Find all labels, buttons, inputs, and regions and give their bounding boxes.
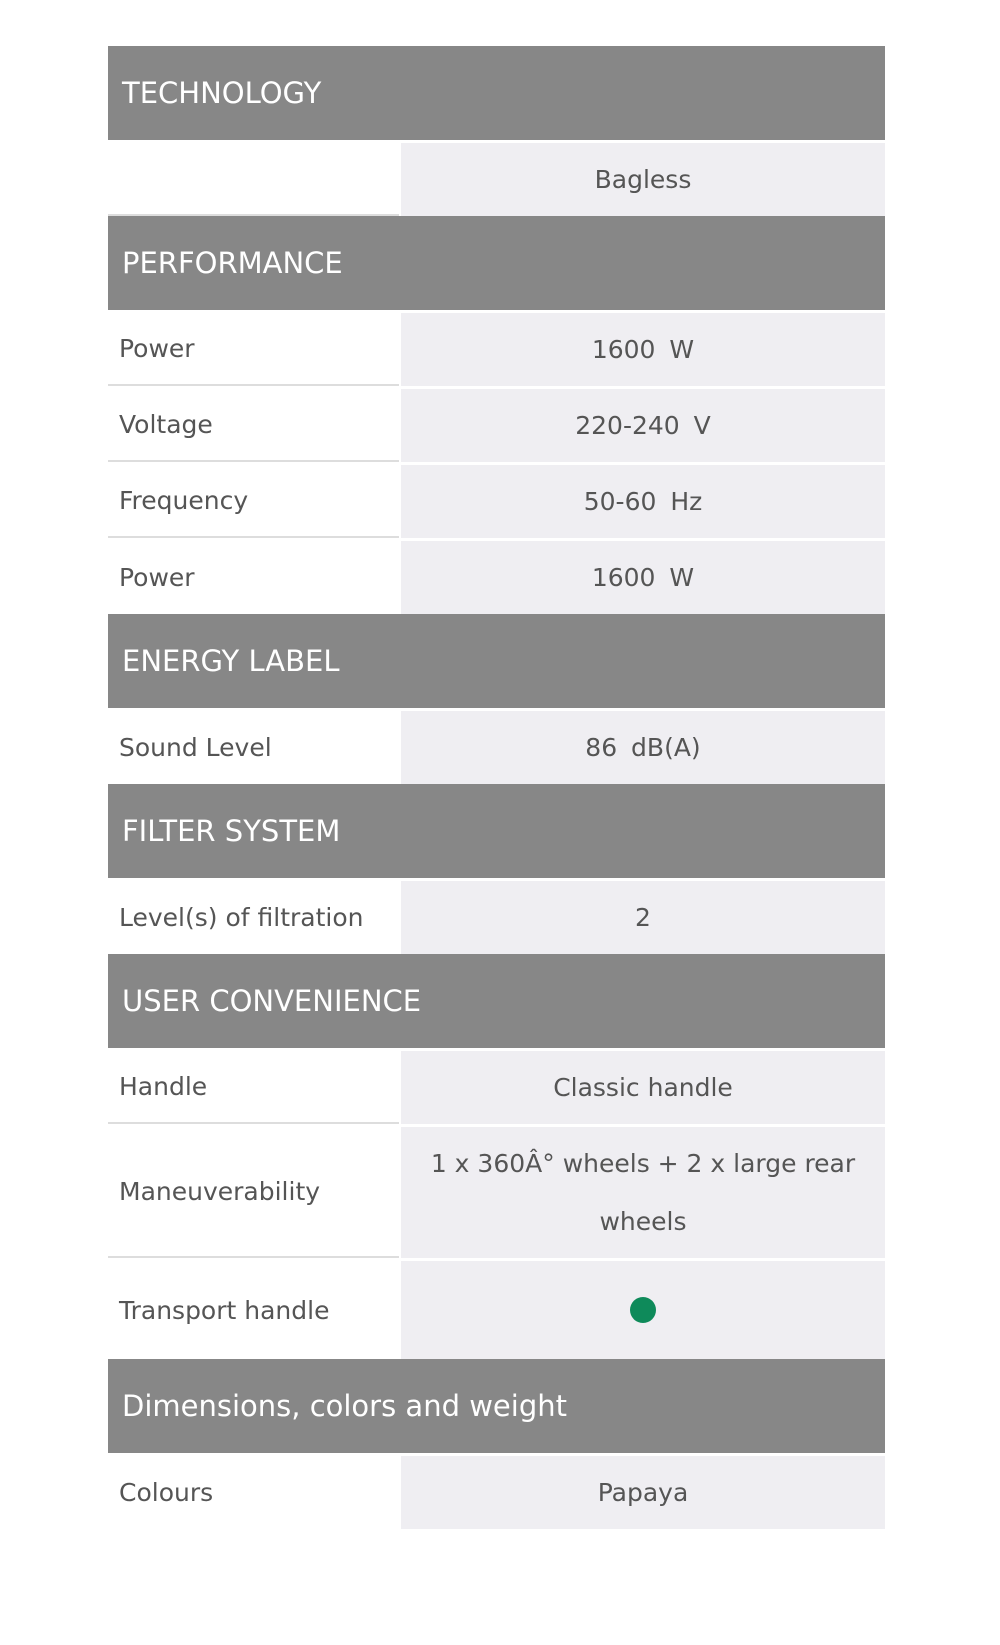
spec-value [401,1261,885,1359]
section-header: TECHNOLOGY [108,46,885,140]
spec-value: Bagless [401,143,885,216]
section-performance [108,216,885,614]
spec-row [108,1453,885,1529]
spec-label: Handle [108,1051,399,1124]
spec-row [108,1048,885,1124]
section-header: PERFORMANCE [108,216,885,310]
section-header: FILTER SYSTEM [108,784,885,878]
spec-label: Voltage [108,389,399,462]
green-dot-icon [630,1297,656,1323]
spec-value: 220-240 V [401,389,885,462]
spec-row [108,386,885,462]
spec-label: Colours [108,1456,399,1529]
spec-label: Power [108,541,399,614]
spec-label: Level(s) of filtration [108,881,399,954]
section-header: Dimensions, colors and weight [108,1359,885,1453]
section-dimensions [108,1359,885,1529]
spec-value: Papaya [401,1456,885,1529]
spec-label: Transport handle [108,1261,399,1359]
spec-label: Frequency [108,465,399,538]
spec-row [108,708,885,784]
section-energy-label [108,614,885,784]
spec-value: 2 [401,881,885,954]
spec-label: Power [108,313,399,386]
spec-row [108,1258,885,1359]
spec-label: Sound Level [108,711,399,784]
spec-label: Maneuverability [108,1127,399,1258]
spec-value: Classic handle [401,1051,885,1124]
spec-row [108,878,885,954]
spec-value: 1 x 360Â° wheels + 2 x large rear wheels [401,1127,885,1258]
spec-row [108,140,885,216]
section-user-convenience [108,954,885,1359]
section-header: USER CONVENIENCE [108,954,885,1048]
spec-value: 50-60 Hz [401,465,885,538]
section-header: ENERGY LABEL [108,614,885,708]
spec-value: 86 dB(A) [401,711,885,784]
spec-value: 1600 W [401,313,885,386]
section-filter-system [108,784,885,954]
section-technology [108,46,885,216]
spec-row [108,462,885,538]
spec-value: 1600 W [401,541,885,614]
spec-row [108,310,885,386]
spec-label [108,143,399,216]
spec-row [108,538,885,614]
spec-table [108,46,885,1529]
spec-row [108,1124,885,1258]
